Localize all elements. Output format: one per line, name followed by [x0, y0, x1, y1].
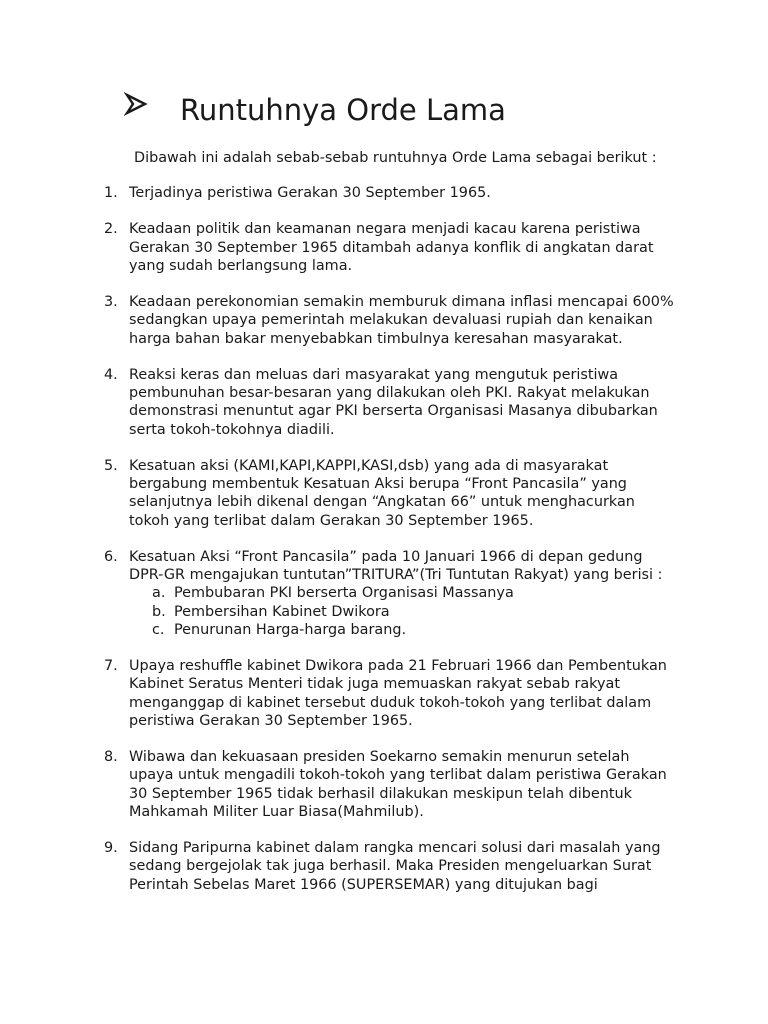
list-item-number: 8. — [104, 749, 118, 766]
list-item-number: 2. — [104, 221, 118, 238]
list-item — [0, 220, 674, 275]
list-item-text: Reaksi keras dan meluas dari masyarakat yang mengutuk peristiwa pembunuhan besar-besaran yang dilakukan oleh PKI. Rakyat melakukan demonstrasi menuntut agar PKI berserta Organisasi Masanya dibubarkan serta tokoh-tokohnya diadili. — [129, 366, 658, 438]
list-item-number: 3. — [104, 294, 118, 311]
page-title: Runtuhnya Orde Lama — [180, 93, 506, 127]
list-item — [0, 184, 674, 202]
list-item — [0, 548, 674, 639]
list-item-number: 9. — [104, 840, 118, 857]
list-item-text: Kesatuan aksi (KAMI,KAPI,KAPPI,KASI,dsb) yang ada di masyarakat bergabung membentuk Kesatuan Aksi berupa “Front Pancasila” yang selanjutnya lebih dikenal dengan “Angkatan 66” untuk menghacurkan tokoh yang terlibat dalam Gerakan 30 September 1965. — [129, 457, 635, 529]
list-item — [0, 839, 674, 894]
intro-paragraph — [90, 149, 690, 168]
list-item-text: Keadaan perekonomian semakin memburuk dimana inflasi mencapai 600% sedangkan upaya pemerintah melakukan devaluasi rupiah dan kenaikan harga bahan bakar menyebabkan timbulnya keresahan masyarakat. — [129, 294, 674, 347]
title-row — [124, 92, 506, 127]
sub-list-item-text: Pembubaran PKI berserta Organisasi Massanya — [174, 585, 514, 602]
arrowhead-bullet-icon — [124, 92, 148, 116]
sub-list-item — [129, 603, 674, 621]
list-item — [0, 457, 674, 530]
list-item-number: 7. — [104, 658, 118, 675]
list-item-number: 1. — [104, 185, 118, 201]
intro-text: Dibawah ini adalah sebab-sebab runtuhnya Orde Lama sebagai berikut : — [134, 150, 657, 166]
list-item-number: 4. — [104, 366, 118, 383]
sub-list-item — [129, 621, 674, 639]
list-item — [0, 657, 674, 730]
sub-list-item-text: Pembersihan Kabinet Dwikora — [174, 603, 390, 620]
list-item-text: Upaya reshuffle kabinet Dwikora pada 21 Februari 1966 dan Pembentukan Kabinet Seratus Menteri tidak juga memuaskan rakyat sebab rakyat menganggap di kabinet tersebut duduk tokoh-tokoh yang terlibat dalam peristiwa Gerakan 30 September 1965. — [129, 658, 667, 729]
sub-list-item-text: Penurunan Harga-harga barang. — [174, 621, 407, 638]
sub-list-item-letter: c. — [152, 621, 165, 638]
list-item-number: 6. — [104, 548, 118, 565]
list-item-text: Terjadinya peristiwa Gerakan 30 September 1965. — [129, 185, 491, 201]
sub-list-item-letter: a. — [152, 585, 166, 602]
sub-list — [129, 584, 674, 639]
list-item — [0, 293, 674, 348]
sub-list-item-letter: b. — [152, 603, 166, 620]
list-item — [0, 366, 674, 439]
list-item-text: Keadaan politik dan keamanan negara menjadi kacau karena peristiwa Gerakan 30 September 1965 ditambah adanya konflik di angkatan darat yang sudah berlangsung lama. — [129, 221, 654, 274]
list-item — [0, 748, 674, 821]
list-item-text: Wibawa dan kekuasaan presiden Soekarno semakin menurun setelah upaya untuk mengadili tokoh-tokoh yang terlibat dalam peristiwa Gerakan 30 September 1965 tidak berhasil dilakukan meskipun telah dibentuk Mahkamah Militer Luar Biasa(Mahmilub). — [129, 749, 667, 820]
list-item-text: Kesatuan Aksi “Front Pancasila” pada 10 Januari 1966 di depan gedung DPR-GR mengajukan tuntutan”TRITURA”(Tri Tuntutan Rakyat) yang berisi : — [129, 548, 663, 584]
sub-list-item — [129, 584, 674, 602]
list-item-number: 5. — [104, 457, 118, 474]
list-item-text: Sidang Paripurna kabinet dalam rangka mencari solusi dari masalah yang sedang bergejolak tak juga berhasil. Maka Presiden mengeluarkan Surat Perintah Sebelas Maret 1966 (SUPERSEMAR) yang ditujukan bagi — [129, 840, 661, 893]
numbered-list — [0, 184, 768, 912]
